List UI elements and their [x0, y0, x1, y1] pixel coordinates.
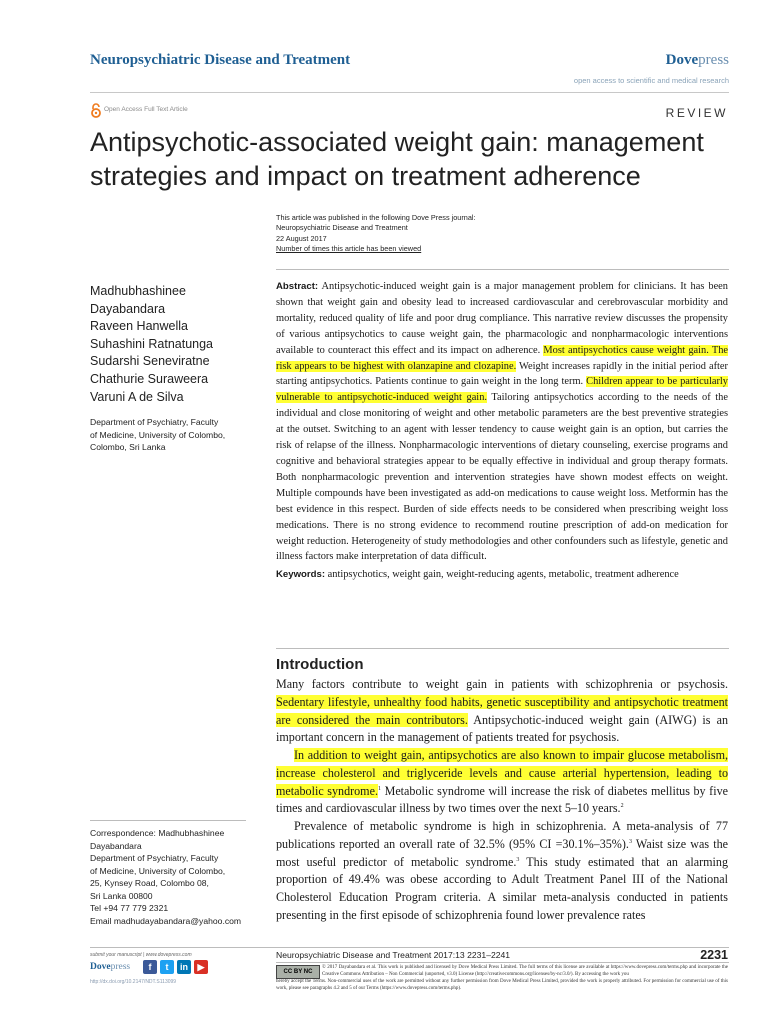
text: Waist size was the most useful predictor of metabolic syndrome. [276, 836, 728, 869]
publication-info [276, 213, 476, 254]
logo-dove: Dove [90, 962, 111, 972]
author-list [90, 283, 213, 406]
correspondence-line: of Medicine, University of Colombo, [90, 865, 226, 876]
text: Antipsychotic-induced weight gain (AIWG) is an important concern in the management of patients treated for psychosis. [276, 712, 728, 745]
paragraph [276, 747, 728, 818]
introduction-body [276, 676, 728, 925]
text: This study estimated that an alarming proportion of 49.4% was obese according to Adult Treatment Panel III of the National Cholesterol Education Program criteria. A similar meta-analysis conducted in patients presenting in the first episode of schizophrenia found lower prevalence rates [276, 854, 728, 922]
youtube-icon[interactable]: ▶ [194, 960, 208, 974]
section-heading: Introduction [276, 656, 364, 673]
citation-ref[interactable]: 1 [377, 785, 381, 792]
highlight: In addition to weight gain, antipsychotics are also known to impair glucose metabolism, increase cholesterol and triglyceride levels and cause arterial hypertension, leading to metabolic syndrome. [276, 748, 728, 798]
keywords-text: antipsychotics, weight gain, weight-reducing agents, metabolic, treatment adherence [325, 569, 679, 581]
journal-tagline: open access to scientific and medical research [573, 76, 729, 85]
affiliation-line: Colombo, Sri Lanka [90, 442, 166, 453]
highlight: Sedentary lifestyle, unhealthy food habits, genetic susceptibility and antipsychotic treatment are considered the main contributors. [276, 694, 728, 727]
twitter-icon[interactable]: t [160, 960, 174, 974]
text: Metabolic syndrome will increase the risk of diabetes mellitus by five times and cardiovascular illness by two times over the next 5–10 years. [276, 783, 728, 816]
pub-info-line: This article was published in the following Dove Press journal: [276, 213, 476, 222]
abstract-text: Weight increases rapidly in the initial period after starting antipsychotics. Patients continue to gain weight in the long term. [276, 360, 728, 388]
author-name: Suhashini Ratnatunga [90, 336, 214, 351]
author-name: Chathurie Suraweera [90, 371, 209, 386]
doi-link[interactable]: http://dx.doi.org/10.2147/NDT.S113099 [90, 979, 177, 985]
keywords-label: Keywords: [276, 569, 326, 581]
footer-divider [90, 947, 729, 948]
social-links [143, 960, 208, 974]
correspondence-line: Dayabandara [90, 840, 142, 851]
intro-divider [276, 648, 729, 649]
citation-ref[interactable]: 3 [628, 838, 632, 845]
facebook-icon[interactable]: f [143, 960, 157, 974]
author-name: Madhubhashinee [90, 284, 186, 298]
abstract [276, 279, 728, 583]
dovepress-logo[interactable] [666, 52, 729, 69]
logo-press: press [698, 52, 729, 68]
abstract-body [276, 279, 728, 565]
footer-dovepress-logo[interactable] [90, 962, 130, 972]
linkedin-icon[interactable]: in [177, 960, 191, 974]
paragraph [276, 818, 728, 925]
paragraph [276, 676, 728, 747]
creative-commons-icon[interactable]: CC BY NC [276, 965, 320, 979]
pub-info-line: 22 August 2017 [276, 233, 327, 243]
logo-press: press [110, 962, 131, 972]
correspondence-line: Department of Psychiatry, Faculty [90, 853, 219, 863]
correspondence-line: Tel +94 77 779 2321 [90, 903, 169, 913]
affiliation [90, 416, 225, 454]
keywords [276, 567, 728, 583]
affiliation-line: of Medicine, University of Colombo, [90, 429, 226, 440]
author-name: Varuni A de Silva [90, 389, 184, 404]
journal-title: Neuropsychiatric Disease and Treatment [90, 52, 351, 68]
license-divider [276, 962, 729, 963]
correspondence-divider [90, 820, 246, 821]
author-name: Dayabandara [90, 301, 166, 316]
highlight: Children appear to be particularly vulnerable to antipsychotic-induced weight gain. [276, 376, 729, 404]
open-access-icon [90, 103, 102, 118]
correspondence-line: Correspondence: Madhubhashinee [90, 828, 225, 838]
license-text: © 2017 Dayabandara et al. This work is published and licensed by Dove Medical Press Limited. The full terms of this license are available at https://www.dovepress.com/terms.php and incorporate the Creative Commons Attribution – Non Commercial (unported, v3.0) License (http://creativecommons.org/licenses/by-nc/3.0/). By accessing the work you [322, 965, 728, 977]
correspondence [90, 827, 241, 927]
abstract-label: Abstract: [276, 281, 319, 292]
abstract-text: Tailoring antipsychotics according to the needs of the individual and close monitoring of weight and other metabolic parameters are the best preventive strategies at the outset. Switching to an agent with lesser tendency to cause weight gain is an option, but carries the risk of relapse of the illness. Nonpharmacologic interventions of dietary counseling, exercise programs and cognitive and behavioral strategies appear to be equally effective in individual and group therapy formats. Both nonpharmacologic prevention and intervention strategies have shown modest effects on weight. Multiple compounds have been investigated as add-on medications to cause weight loss. Metformin has the best evidence in this respect. Burden of side effects needs to be considered when prescribing weight loss medications. There is no strong evidence to recommend routine prescription of add-on medication for weight reduction. Heterogeneity of study methodologies and other confounders such as lifestyle, genetic and illness factors make interpretation of data difficult. [276, 392, 728, 563]
citation-ref[interactable]: 2 [620, 803, 624, 810]
pub-info-line: Neuropsychiatric Disease and Treatment [276, 223, 408, 233]
page-number: 2231 [700, 948, 728, 962]
text: Many factors contribute to weight gain in patients with schizophrenia or psychosis. [276, 677, 728, 691]
article-title: Antipsychotic-associated weight gain: management strategies and impact on treatment adherence [90, 127, 704, 191]
abstract-text: Antipsychotic-induced weight gain is a major management problem for clinicians. It has been shown that weight gain and obesity lead to increased cardiovascular and cerebrovascular morbidity and mortality, reduced quality of life and poor drug compliance. This narrative review discusses the propensity of various antipsychotics to cause weight gain, the pharmacologic and nonpharmacologic interventions available to counteract this effect and its impact on adherence. [276, 281, 728, 356]
author-name: Sudarshi Seneviratne [90, 354, 210, 369]
journal-citation: Neuropsychiatric Disease and Treatment 2017:13 2231–2241 [276, 950, 511, 960]
header-divider [90, 92, 729, 93]
correspondence-email[interactable]: Email madhudayabandara@yahoo.com [90, 915, 242, 926]
correspondence-line: Sri Lanka 00800 [90, 890, 153, 901]
views-count-link[interactable]: Number of times this article has been viewed [276, 243, 422, 253]
logo-dove: Dove [665, 52, 699, 68]
author-name: Raveen Hanwella [90, 319, 188, 334]
submit-manuscript-link[interactable]: submit your manuscript | www.dovepress.com [90, 952, 192, 958]
citation-ref[interactable]: 3 [516, 856, 520, 863]
affiliation-line: Department of Psychiatry, Faculty [90, 417, 219, 427]
open-access-label: Open Access Full Text Article [104, 106, 188, 113]
article-type: REVIEW [665, 106, 728, 120]
abstract-divider [276, 269, 729, 270]
highlight: Most antipsychotics cause weight gain. The risk appears to be highest with olanzapine and clozapine. [276, 344, 728, 372]
correspondence-line: 25, Kynsey Road, Colombo 08, [90, 878, 209, 888]
text: Prevalence of metabolic syndrome is high in schizophrenia. A meta-analysis of 77 publications reported an overall rate of 32.5% (95% CI =30.1%–35%). [276, 819, 728, 851]
license-text: hereby accept the Terms. Non-commercial uses of the work are permitted without any further permission from Dove Medical Press Limited, provided the work is properly attributed. For permission for commercial use of this work, please see paragraphs 4.2 and 5 of our Terms (https://www.dovepress.com/terms.php). [276, 979, 728, 991]
